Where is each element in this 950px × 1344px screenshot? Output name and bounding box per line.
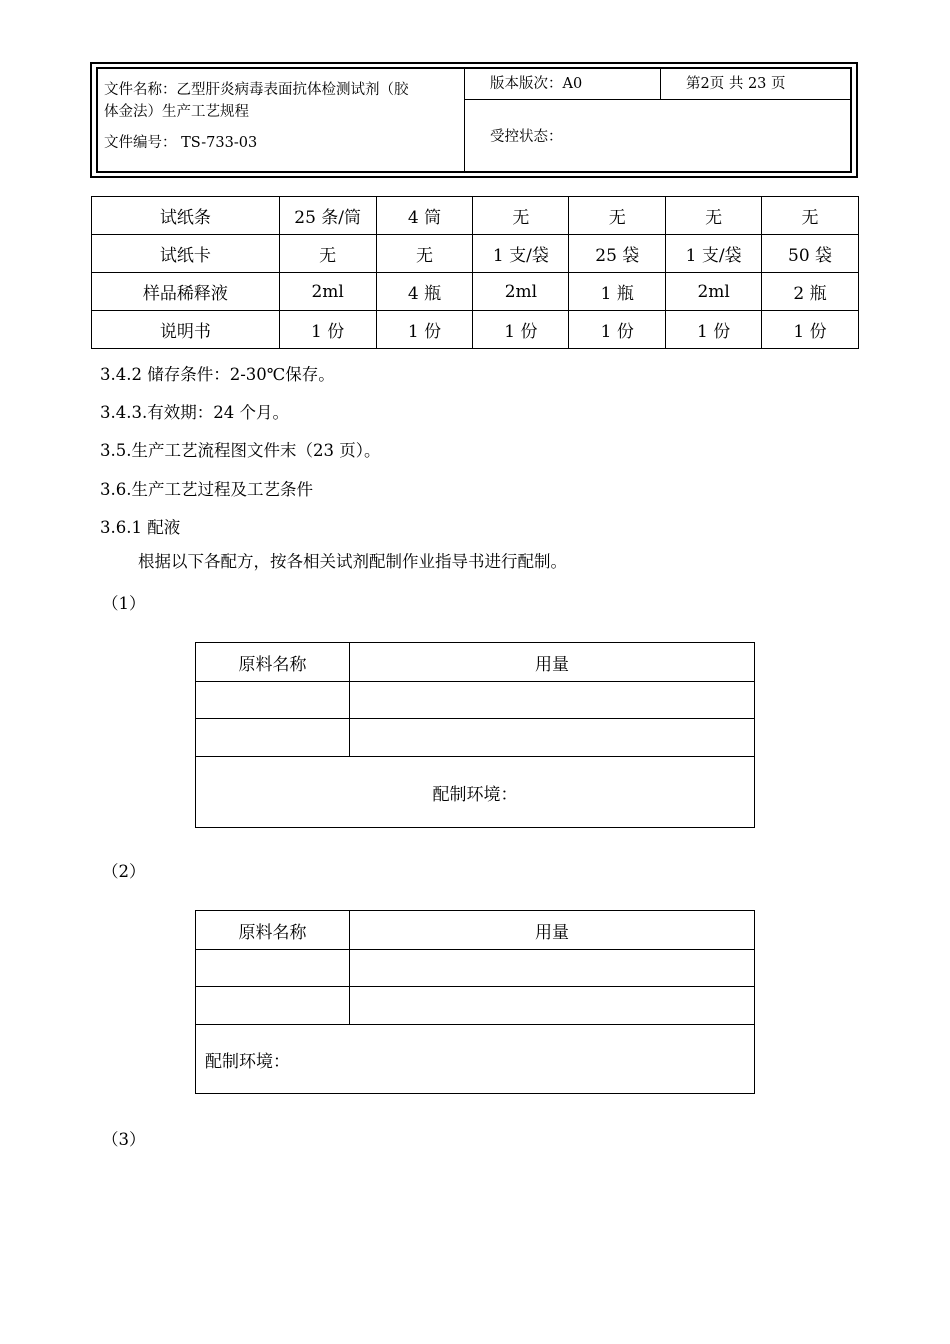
table-cell: 样品稀释液 (92, 273, 280, 311)
table-row (196, 911, 755, 950)
process-flowchart-note: 3.5.生产工艺流程图文件末（23 页）。 (100, 441, 381, 460)
table-cell (350, 950, 755, 987)
table-cell: 2ml (666, 273, 762, 311)
column-header-amount: 用量 (350, 643, 755, 682)
formula-label-3: （3） (102, 1130, 146, 1149)
table-cell (350, 682, 755, 719)
table-cell: 50 袋 (762, 235, 859, 273)
table-cell: 2ml (279, 273, 376, 311)
table-cell: 2 瓶 (762, 273, 859, 311)
table-cell: 试纸条 (92, 197, 280, 235)
table-cell: 1 份 (569, 311, 666, 349)
table-row (196, 643, 755, 682)
table-cell (196, 682, 350, 719)
table-cell: 2ml (473, 273, 569, 311)
table-cell: 说明书 (92, 311, 280, 349)
column-header-material: 原料名称 (196, 911, 350, 950)
page-info: 第2页 共 23 页 (686, 76, 786, 92)
table-cell: 无 (376, 235, 473, 273)
table-cell: 1 支/袋 (473, 235, 569, 273)
table-row (92, 235, 859, 273)
environment-cell: 配制环境： (196, 757, 755, 828)
table-row (196, 950, 755, 987)
table-cell: 1 份 (473, 311, 569, 349)
version: 版本版次：A0 (490, 76, 583, 92)
table-cell: 无 (473, 197, 569, 235)
table-cell: 1 份 (762, 311, 859, 349)
table-cell: 4 筒 (376, 197, 473, 235)
table-cell: 1 份 (279, 311, 376, 349)
column-header-amount: 用量 (350, 911, 755, 950)
file-number: 文件编号： TS-733-03 (104, 135, 258, 151)
section-heading-solution: 3.6.1 配液 (100, 518, 181, 537)
header-divider-horizontal (464, 99, 852, 100)
table-cell: 无 (279, 235, 376, 273)
table-cell: 25 条/筒 (279, 197, 376, 235)
table-cell: 1 份 (376, 311, 473, 349)
table-cell: 1 瓶 (569, 273, 666, 311)
table-row (92, 197, 859, 235)
formula-label-2: （2） (102, 862, 146, 881)
storage-conditions: 3.4.2 储存条件：2-30℃保存。 (100, 365, 335, 384)
table-cell (196, 719, 350, 757)
header-divider-page (660, 67, 661, 100)
table-row (196, 987, 755, 1025)
table-cell: 4 瓶 (376, 273, 473, 311)
table-cell: 无 (666, 197, 762, 235)
table-cell (196, 987, 350, 1025)
formula-table-2 (195, 910, 755, 1094)
formula-label-1: （1） (102, 594, 146, 613)
table-row (196, 682, 755, 719)
table-row (196, 1025, 755, 1094)
section-heading-process: 3.6.生产工艺过程及工艺条件 (100, 480, 313, 499)
instruction-text: 根据以下各配方，按各相关试剂配制作业指导书进行配制。 (138, 552, 567, 571)
table-cell: 无 (569, 197, 666, 235)
table-cell: 25 袋 (569, 235, 666, 273)
control-status: 受控状态： (490, 129, 563, 145)
formula-table-1 (195, 642, 755, 828)
header-divider-vertical (464, 67, 465, 173)
environment-cell: 配制环境： (196, 1025, 755, 1094)
table-cell: 1 支/袋 (666, 235, 762, 273)
column-header-material: 原料名称 (196, 643, 350, 682)
table-cell (196, 950, 350, 987)
file-name-line1: 文件名称：乙型肝炎病毒表面抗体检测试剂（胶 (104, 82, 409, 98)
table-row (92, 273, 859, 311)
table-row (196, 757, 755, 828)
table-cell: 无 (762, 197, 859, 235)
file-name-line2: 体金法）生产工艺规程 (104, 104, 249, 120)
table-cell: 1 份 (666, 311, 762, 349)
table-cell (350, 719, 755, 757)
product-table (91, 196, 859, 349)
table-row (92, 311, 859, 349)
table-cell (350, 987, 755, 1025)
shelf-life: 3.4.3.有效期：24 个月。 (100, 403, 289, 422)
table-cell: 试纸卡 (92, 235, 280, 273)
table-row (196, 719, 755, 757)
